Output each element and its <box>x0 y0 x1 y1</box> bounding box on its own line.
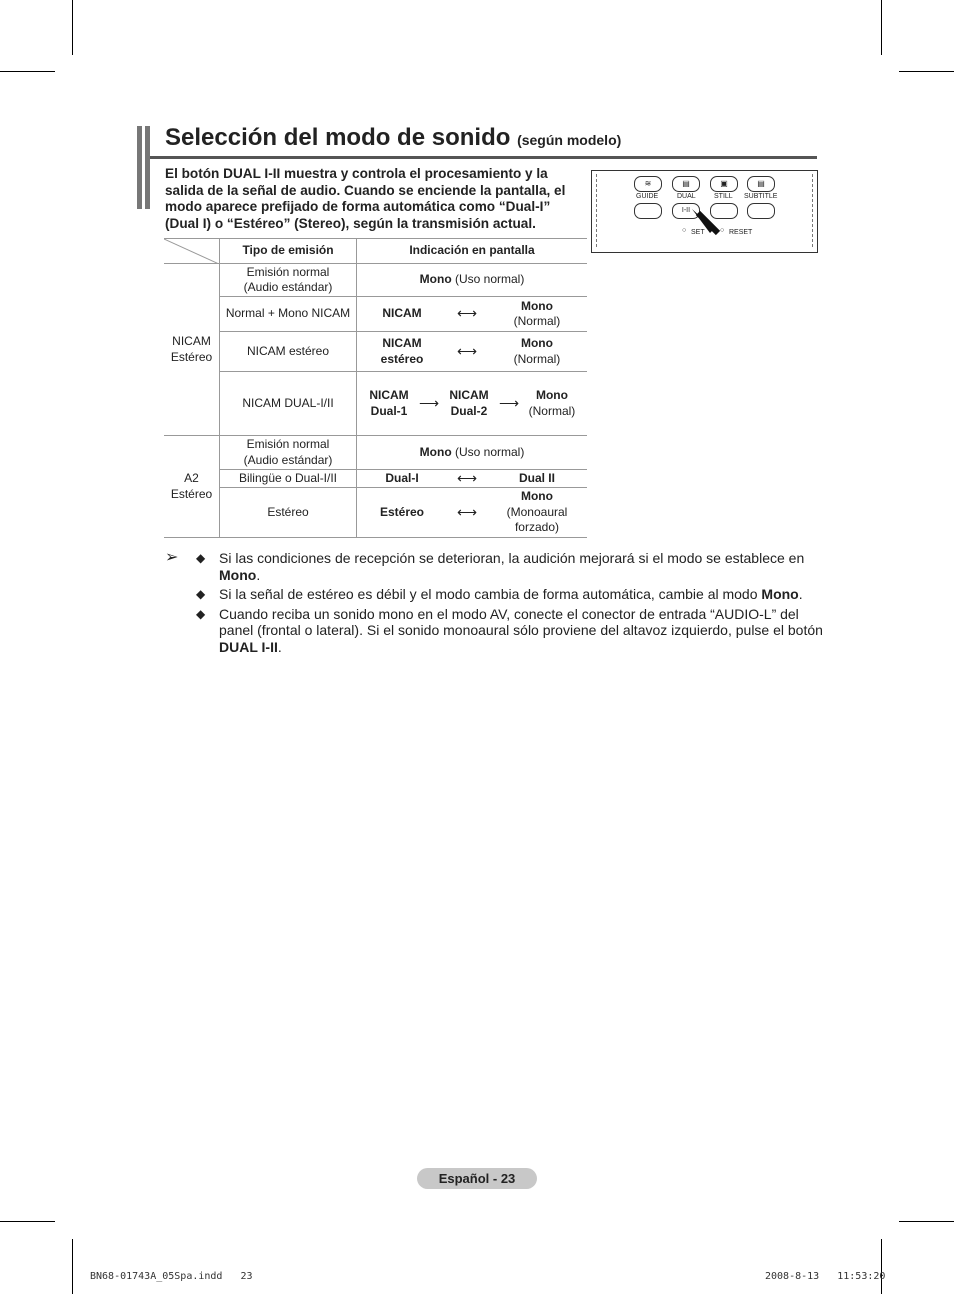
diamond-bullet-icon: ◆ <box>196 587 206 601</box>
crop-mark <box>881 0 882 55</box>
crop-mark <box>0 1221 55 1222</box>
display-value: Dual II <box>518 470 555 485</box>
notes-list <box>163 550 823 658</box>
dual-button-icon: ▤ <box>672 176 700 192</box>
sound-mode-table <box>164 238 587 538</box>
display-cell: Mono (Uso normal) <box>357 264 588 297</box>
remote-label-set: SET <box>691 229 705 236</box>
blank-button-icon <box>634 203 662 219</box>
subtitle-button-icon: ▤ <box>747 176 775 192</box>
note-item: ◆ Si la señal de estéreo es débil y el modo cambia de forma automática, cambie al modo Mono. <box>196 586 803 602</box>
display-cell <box>357 488 588 538</box>
header-display: Indicación en pantalla <box>357 239 588 264</box>
type-cell: Estéreo <box>220 488 357 538</box>
display-value: NICAM Dual-2 <box>449 388 489 418</box>
remote-label-i-ii: I-II <box>681 207 691 214</box>
display-cell: Mono (Uso normal) <box>357 436 588 470</box>
note-pointer-icon: ➢ <box>165 549 179 566</box>
display-value: Mono (Normal) <box>528 388 576 418</box>
double-arrow-icon: ⟷ <box>456 342 478 359</box>
crop-mark <box>72 0 73 55</box>
double-arrow-icon: ⟷ <box>456 469 478 486</box>
crop-mark <box>0 71 55 72</box>
display-cell <box>357 332 588 372</box>
blank-button-icon <box>747 203 775 219</box>
type-cell: Emisión normal (Audio estándar) <box>220 264 357 297</box>
crop-mark <box>899 1221 954 1222</box>
print-slug-right: 2008-8-13 11:53:20 <box>765 1271 886 1282</box>
double-arrow-icon: ⟷ <box>456 503 478 520</box>
remote-label-guide: GUIDE <box>636 193 659 200</box>
display-value: NICAM <box>382 306 422 321</box>
remote-illustration <box>591 170 818 253</box>
header-type: Tipo de emisión <box>220 239 357 264</box>
crop-mark <box>899 71 954 72</box>
crop-mark <box>72 1239 73 1294</box>
title-main: Selección del modo de sonido <box>165 124 511 151</box>
double-arrow-icon: ⟷ <box>456 305 478 322</box>
title-rule <box>150 156 817 159</box>
display-value: Mono (Monoaural forzado) <box>506 489 568 535</box>
type-cell: Normal + Mono NICAM <box>220 297 357 332</box>
right-arrow-icon: ⟶ <box>498 394 520 411</box>
display-value: NICAM Dual-1 <box>369 388 409 418</box>
type-cell: NICAM DUAL-I/II <box>220 372 357 436</box>
intro-paragraph: El botón DUAL I-II muestra y controla el procesamiento y la salida de la señal de audio. Cuando se enciende la pantalla, el modo aparece prefijado de forma automática como “Dual-I” (Dual I) o “Estéreo” (Stereo), según la transmisión actual. <box>165 166 566 232</box>
diamond-bullet-icon: ◆ <box>196 551 206 565</box>
display-value: NICAM estéreo <box>380 336 424 366</box>
display-cell <box>357 297 588 332</box>
page-number-badge: Español - 23 <box>417 1168 537 1189</box>
type-cell: NICAM estéreo <box>220 332 357 372</box>
table-corner <box>164 239 220 264</box>
remote-label-dual: DUAL <box>677 193 696 200</box>
display-value: Mono (Normal) <box>513 298 561 328</box>
note-item: ◆ Cuando reciba un sonido mono en el modo AV, conecte el conector de entrada “AUDIO-L” del panel (frontal o lateral). Si el sonido monoaural sólo proviene del altavoz izquierdo, pulse el botón DUAL I-II. <box>196 605 823 655</box>
guide-button-icon: ≋ <box>634 176 662 192</box>
note-item: ➢ ◆ Si las condiciones de recepción se deterioran, la audición mejorará si el modo se establece en Mono. <box>165 549 805 583</box>
remote-label-still: STILL <box>714 193 733 200</box>
group-label-a2: A2 Estéreo <box>164 436 220 538</box>
right-arrow-icon: ⟶ <box>418 394 440 411</box>
title-subtitle: (según modelo) <box>517 132 622 148</box>
reset-circle-icon: ○ <box>720 227 725 234</box>
crop-mark <box>881 1239 882 1294</box>
display-cell <box>357 372 588 436</box>
diamond-bullet-icon: ◆ <box>196 606 206 621</box>
still-button-icon: ▣ <box>710 176 738 192</box>
remote-label-subtitle: SUBTITLE <box>744 193 778 200</box>
remote-label-reset: RESET <box>729 229 753 236</box>
display-cell <box>357 470 588 488</box>
pointer-hand-icon <box>688 207 728 237</box>
type-cell: Emisión normal (Audio estándar) <box>220 436 357 470</box>
display-value: Estéreo <box>379 504 425 519</box>
group-label-nicam: NICAM Estéreo <box>164 264 220 436</box>
display-value: Dual-I <box>385 470 419 485</box>
set-circle-icon: ○ <box>682 227 687 234</box>
page-title <box>165 124 621 152</box>
type-cell: Bilingüe o Dual-I/II <box>220 470 357 488</box>
display-value: Mono (Normal) <box>513 336 561 366</box>
print-slug-left: BN68-01743A_05Spa.indd 23 <box>90 1271 253 1282</box>
